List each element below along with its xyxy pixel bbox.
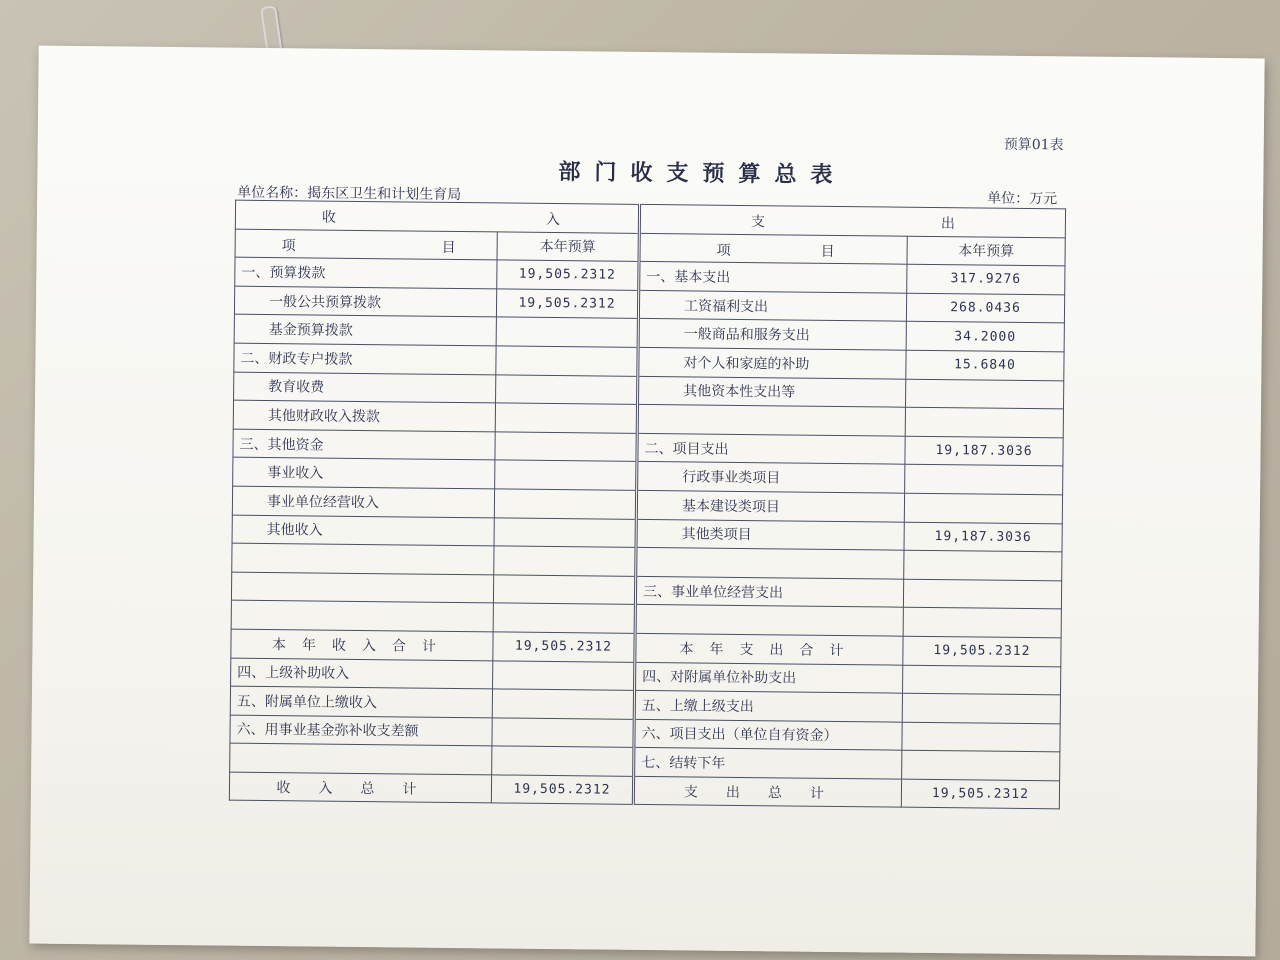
expense-item-cell: 七、结转下年 — [634, 748, 902, 779]
page-title: 部门收支预算总表 — [558, 159, 847, 189]
expense-value-cell — [903, 579, 1061, 609]
expense-item-cell — [636, 548, 904, 579]
income-item-cell: 四、上级补助收入 — [231, 658, 493, 689]
expense-value-cell — [902, 722, 1060, 752]
expense-item-cell: 行政事业类项目 — [637, 462, 905, 493]
income-value-cell: 19,505.2312 — [493, 632, 635, 662]
expense-value-cell — [902, 750, 1060, 780]
expense-value-cell — [903, 608, 1061, 638]
income-value-cell: 19,505.2312 — [497, 260, 639, 290]
income-item-cell: 二、财政专户拨款 — [234, 343, 496, 374]
expense-value-cell — [903, 665, 1061, 695]
income-value-cell — [495, 460, 637, 490]
income-header-left: 收 — [321, 209, 337, 226]
income-value-cell — [494, 489, 636, 519]
income-item-header-left: 项 — [281, 237, 296, 254]
income-item-cell: 三、其他资金 — [233, 429, 495, 460]
expense-item-header-left: 项 — [716, 242, 731, 259]
expense-value-cell: 19,187.3036 — [905, 436, 1063, 466]
income-item-cell: 本年收入合计 — [231, 629, 493, 660]
expense-item-header-right: 目 — [820, 243, 835, 260]
income-item-cell: 收入总计 — [229, 772, 491, 803]
expense-item-cell: 二、项目支出 — [637, 433, 905, 464]
budget-table — [229, 200, 1066, 810]
income-value-cell — [496, 346, 638, 376]
expense-value-cell: 268.0436 — [906, 293, 1064, 323]
income-item-cell: 六、用事业基金弥补收支差额 — [230, 715, 492, 746]
income-value-cell — [496, 317, 638, 347]
income-item-cell: 一般公共预算拨款 — [234, 286, 496, 317]
income-header-right: 入 — [545, 211, 561, 229]
document-page — [29, 46, 1264, 957]
expense-item-cell: 一、基本支出 — [639, 262, 907, 293]
income-value-cell: 19,505.2312 — [496, 289, 638, 319]
income-value-cell — [495, 403, 637, 433]
income-value-cell — [492, 718, 634, 748]
income-budget-header: 本年预算 — [497, 232, 639, 262]
expense-value-cell — [902, 693, 1060, 723]
expense-item-cell: 基本建设类项目 — [636, 490, 904, 521]
income-item-cell: 教育收费 — [234, 372, 496, 403]
income-value-cell — [493, 660, 635, 690]
income-item-cell: 事业单位经营收入 — [232, 486, 494, 517]
expense-item-cell: 三、事业单位经营支出 — [635, 576, 903, 607]
income-value-cell — [493, 575, 635, 605]
expense-value-cell: 15.6840 — [906, 350, 1064, 380]
expense-value-cell: 317.9276 — [907, 264, 1065, 294]
income-value-cell — [495, 432, 637, 462]
expense-item-cell: 六、项目支出（单位自有资金） — [634, 719, 902, 750]
expense-item-cell: 五、上缴上级支出 — [634, 690, 902, 721]
income-value-cell — [492, 689, 634, 719]
income-item-header-right: 目 — [441, 239, 456, 256]
income-item-cell: 五、附属单位上缴收入 — [230, 686, 492, 717]
income-value-cell — [494, 546, 636, 576]
expense-value-cell — [905, 407, 1063, 437]
unit-name: 单位名称：揭东区卫生和计划生育局 — [237, 184, 462, 204]
income-value-cell — [492, 746, 634, 776]
expense-item-cell: 一般商品和服务支出 — [638, 319, 906, 350]
income-item-cell — [231, 600, 493, 631]
income-item-cell — [231, 572, 493, 603]
income-value-cell — [493, 603, 635, 633]
income-value-cell: 19,505.2312 — [491, 775, 633, 805]
income-item-cell: 一、预算拨款 — [235, 257, 497, 288]
income-item-cell — [232, 543, 494, 574]
expense-item-cell — [635, 605, 903, 636]
income-item-cell: 其他财政收入拨款 — [233, 400, 495, 431]
income-header — [235, 200, 639, 233]
expense-value-cell: 34.2000 — [906, 322, 1064, 352]
income-item-cell: 基金预算拨款 — [234, 315, 496, 346]
expense-value-cell — [905, 379, 1063, 409]
income-item-cell: 事业收入 — [233, 458, 495, 489]
expense-value-cell: 19,505.2312 — [903, 636, 1061, 666]
expense-value-cell — [904, 493, 1062, 523]
expense-item-cell: 四、对附属单位补助支出 — [635, 662, 903, 693]
income-item-header — [235, 229, 497, 260]
expense-value-cell: 19,187.3036 — [904, 522, 1062, 552]
expense-value-cell: 19,505.2312 — [901, 779, 1059, 809]
expense-item-cell: 本年支出合计 — [635, 633, 903, 664]
income-item-cell: 其他收入 — [232, 515, 494, 546]
expense-header-right: 出 — [940, 216, 955, 233]
income-value-cell — [494, 517, 636, 547]
expense-value-cell — [904, 550, 1062, 580]
expense-item-cell — [637, 405, 905, 436]
unit-measure: 单位：万元 — [987, 190, 1058, 208]
income-value-cell — [496, 374, 638, 404]
expense-item-cell: 工资福利支出 — [638, 290, 906, 321]
expense-budget-header: 本年预算 — [907, 236, 1065, 266]
form-code: 预算01表 — [1003, 136, 1064, 154]
income-item-cell — [230, 743, 492, 774]
expense-item-cell: 支出总计 — [633, 776, 901, 807]
expense-header — [639, 204, 1065, 237]
expense-item-header — [639, 233, 907, 264]
expense-value-cell — [905, 465, 1063, 495]
expense-header-left: 支 — [750, 214, 766, 231]
expense-item-cell: 其他类项目 — [636, 519, 904, 550]
expense-item-cell: 其他资本性支出等 — [638, 376, 906, 407]
expense-item-cell: 对个人和家庭的补助 — [638, 347, 906, 378]
